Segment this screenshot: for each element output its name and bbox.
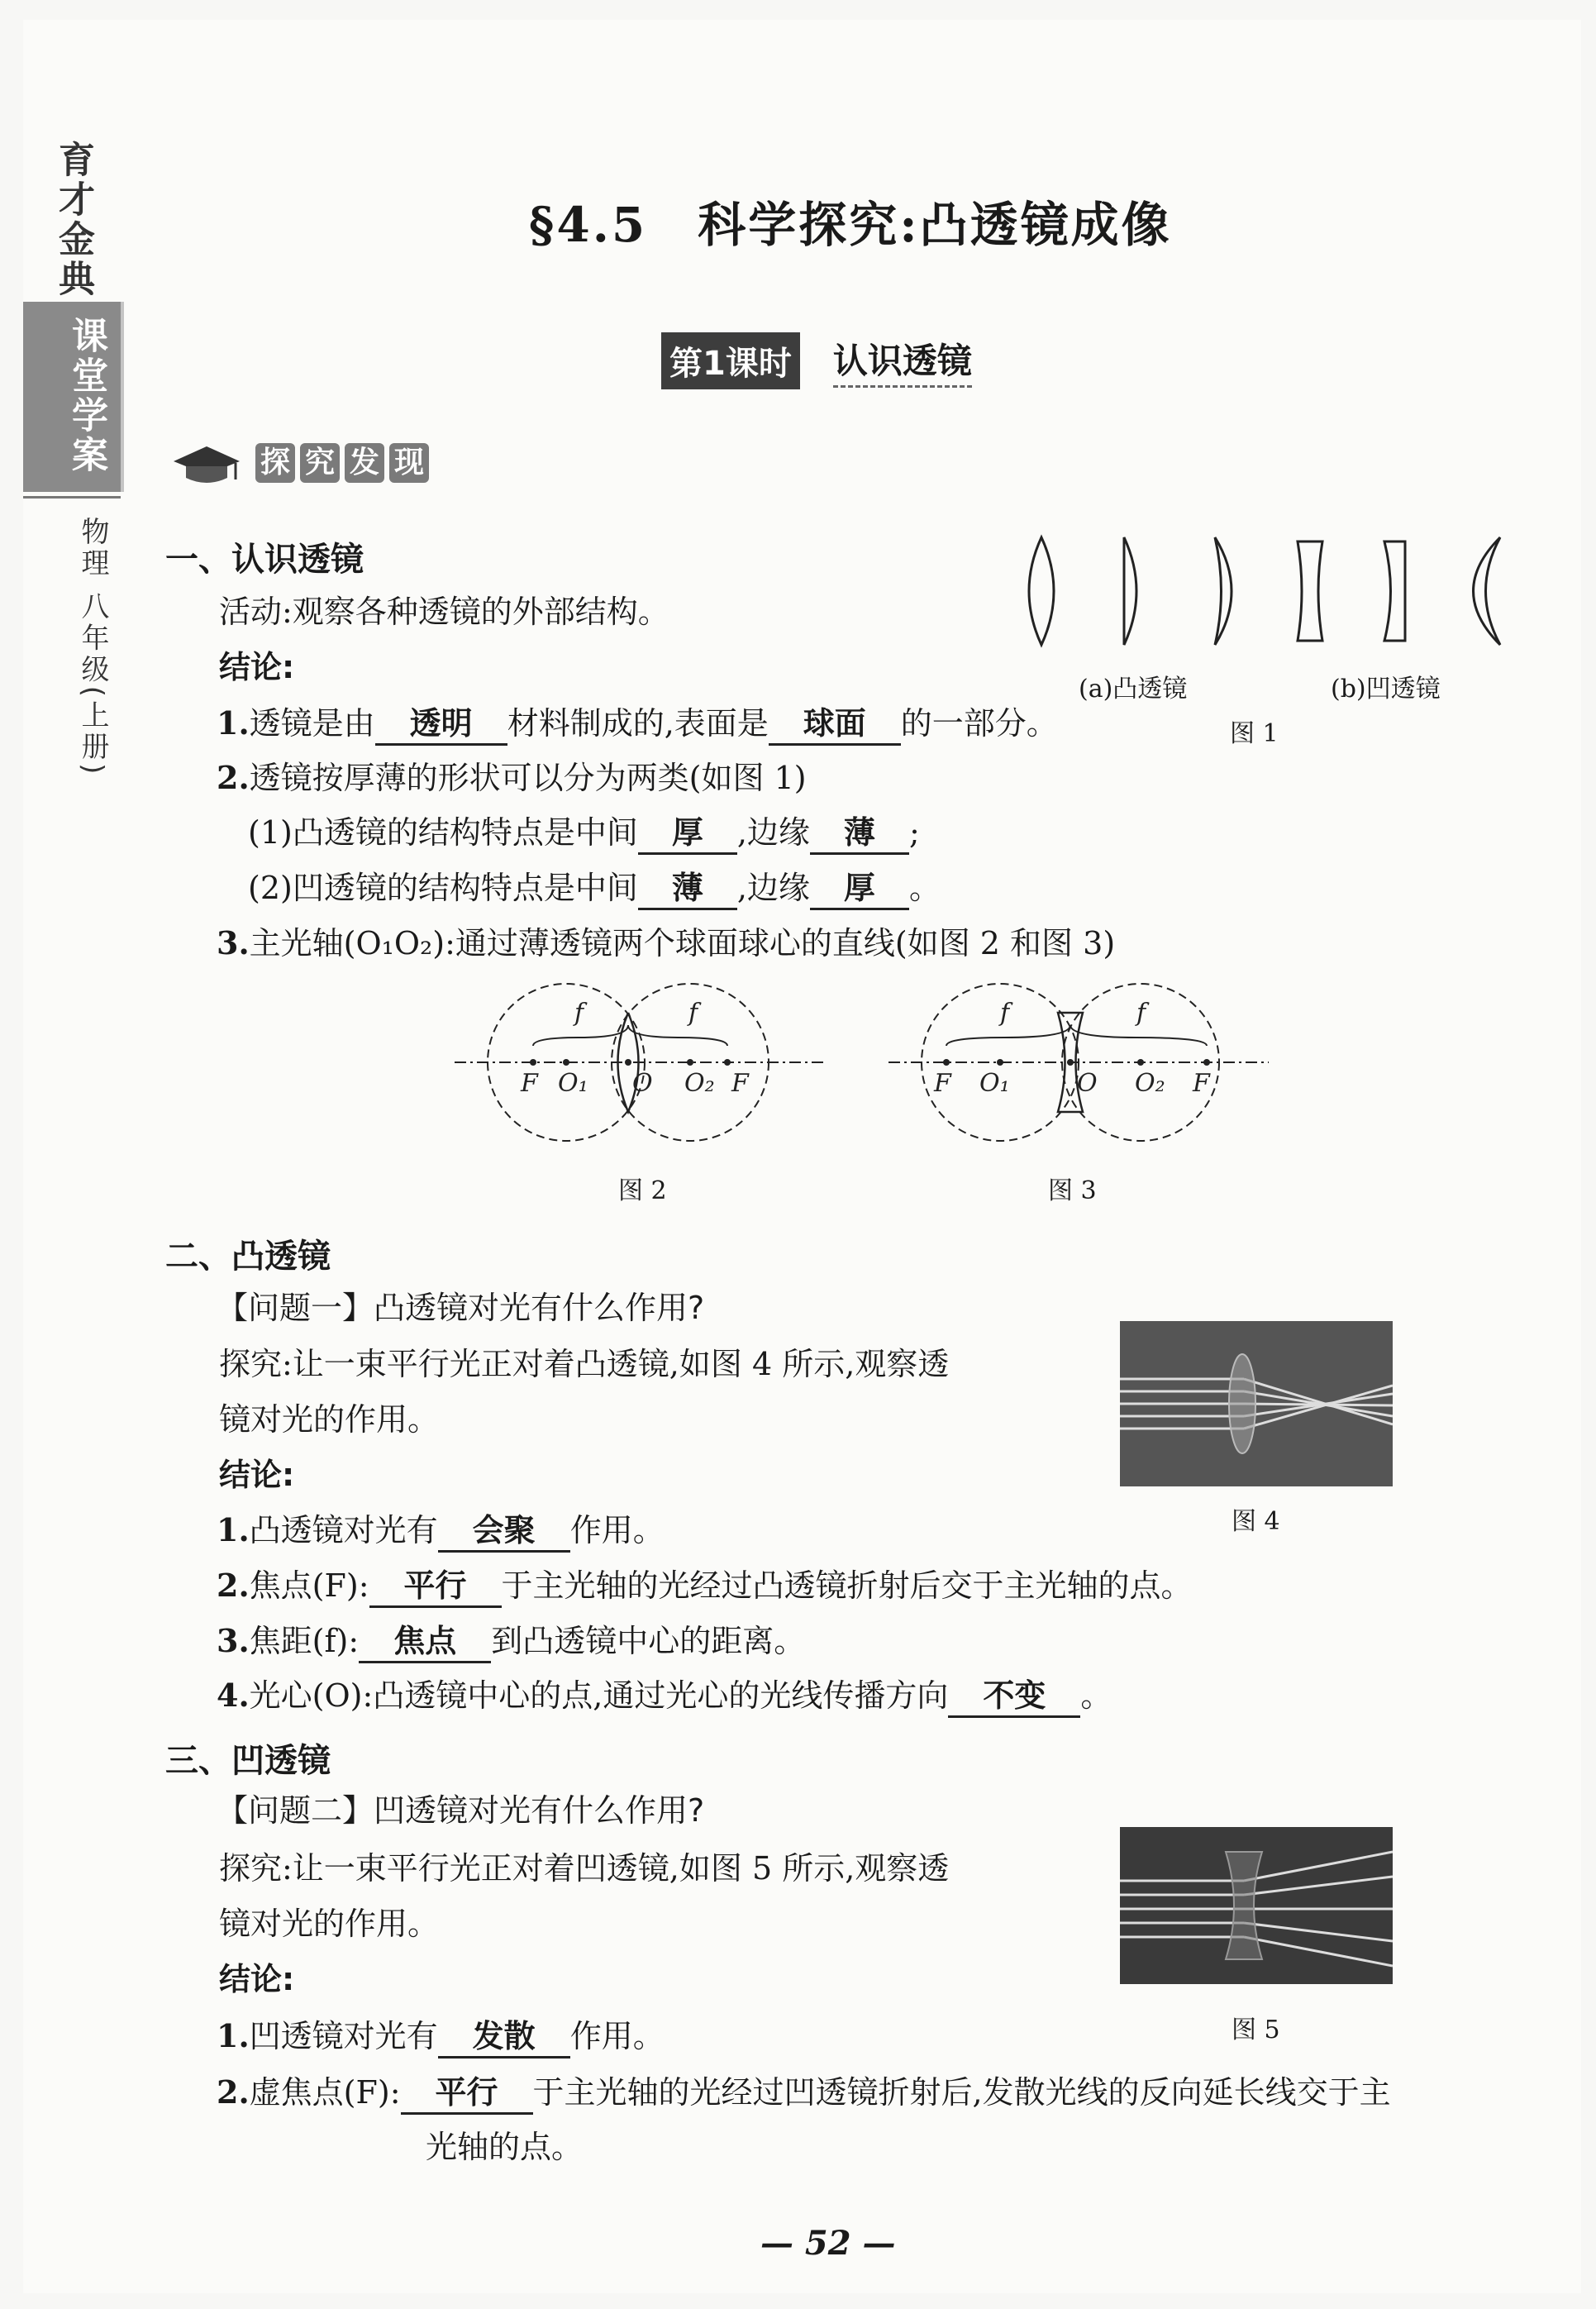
fig5-caption: 图 5 bbox=[1232, 2016, 1280, 2044]
fig2-O2: O₂ bbox=[684, 1069, 715, 1098]
fig3-O: O bbox=[1077, 1069, 1098, 1098]
part1-item3: 3.主光轴(O₁O₂):通过薄透镜两个球面球心的直线(如图 2 和图 3) bbox=[217, 924, 1116, 961]
brand-label: 育才金典 bbox=[52, 141, 94, 299]
page-number: — 52 — bbox=[760, 2224, 896, 2263]
explore-header bbox=[169, 438, 429, 488]
lesson-header bbox=[661, 332, 972, 389]
part3-question: 【问题二】凹透镜对光有什么作用? bbox=[217, 1792, 705, 1829]
fig3-f2: f bbox=[1136, 999, 1146, 1028]
fig2-caption: 图 2 bbox=[618, 1176, 667, 1205]
part2-question: 【问题一】凸透镜对光有什么作用? bbox=[217, 1290, 705, 1326]
fig2-f2: f bbox=[688, 999, 698, 1028]
fig1-caption: 图 1 bbox=[1230, 719, 1279, 748]
part1-item2: 2.透镜按厚薄的形状可以分为两类(如图 1) bbox=[217, 759, 807, 796]
part1-item1: 1.透镜是由 透明 材料制成的,表面是 球面 的一部分。 bbox=[217, 704, 1058, 746]
part2-explore-2: 镜对光的作用。 bbox=[219, 1401, 440, 1438]
fig4-caption: 图 4 bbox=[1232, 1507, 1280, 1536]
series-label: 课堂学案 bbox=[65, 317, 107, 475]
fig3-caption: 图 3 bbox=[1048, 1176, 1097, 1205]
part1-conclusion: 结论: bbox=[219, 649, 295, 685]
lesson-name: 认识透镜 bbox=[833, 334, 972, 388]
figure-2-convex-axis bbox=[455, 976, 835, 1149]
part3-explore-2: 镜对光的作用。 bbox=[219, 1906, 440, 1942]
fig3-O1: O₁ bbox=[979, 1069, 1010, 1098]
figure-1-lenses bbox=[1017, 521, 1529, 661]
part3-conclusion: 结论: bbox=[219, 1961, 295, 1997]
figure-4-photo bbox=[1120, 1321, 1393, 1486]
fig1-label-b: (b)凹透镜 bbox=[1331, 675, 1441, 704]
fig2-F2: F bbox=[731, 1069, 749, 1098]
fig3-O2: O₂ bbox=[1135, 1069, 1165, 1098]
figure-5-photo bbox=[1120, 1827, 1393, 1984]
part1-activity: 活动:观察各种透镜的外部结构。 bbox=[219, 594, 669, 630]
part2-item2: 2.焦点(F): 平行 于主光轴的光经过凸透镜折射后交于主光轴的点。 bbox=[217, 1567, 1193, 1608]
part2-heading: 二、凸透镜 bbox=[165, 1238, 331, 1276]
fig3-f1: f bbox=[1000, 999, 1010, 1028]
explore-char: 究 bbox=[300, 443, 340, 483]
fig2-O: O bbox=[632, 1069, 653, 1098]
explore-char: 发 bbox=[345, 443, 384, 483]
graduation-cap-icon bbox=[169, 438, 244, 488]
part3-item1: 1.凹透镜对光有 发散 作用。 bbox=[217, 2017, 665, 2059]
subject-label: 物理 八年级(上册) bbox=[76, 517, 109, 778]
part2-item3: 3.焦距(f): 焦点 到凸透镜中心的距离。 bbox=[217, 1622, 805, 1663]
lesson-tag: 第1课时 bbox=[661, 332, 800, 389]
fig3-F: F bbox=[934, 1069, 951, 1098]
figure-3-concave-axis bbox=[889, 976, 1277, 1149]
part2-item1: 1.凸透镜对光有 会聚 作用。 bbox=[217, 1511, 665, 1553]
fig1-label-a: (a)凸透镜 bbox=[1079, 675, 1188, 704]
sidebar-divider bbox=[23, 496, 121, 499]
part3-item2-cont: 光轴的点。 bbox=[426, 2129, 584, 2165]
part3-item2: 2.虚焦点(F): 平行 于主光轴的光经过凹透镜折射后,发散光线的反向延长线交于主 bbox=[217, 2073, 1391, 2115]
section-title: §4.5 科学探究:凸透镜成像 bbox=[529, 197, 1172, 253]
series-box bbox=[23, 302, 124, 492]
part2-explore-1: 探究:让一束平行光正对着凸透镜,如图 4 所示,观察透 bbox=[219, 1346, 950, 1382]
part3-heading: 三、凹透镜 bbox=[165, 1742, 331, 1780]
part2-item4: 4.光心(O):凸透镜中心的点,通过光心的光线传播方向 不变 。 bbox=[217, 1677, 1112, 1718]
fig3-F2: F bbox=[1193, 1069, 1210, 1098]
part3-explore-1: 探究:让一束平行光正对着凹透镜,如图 5 所示,观察透 bbox=[219, 1850, 950, 1887]
explore-char: 探 bbox=[255, 443, 295, 483]
explore-label bbox=[255, 443, 429, 483]
explore-char: 现 bbox=[389, 443, 429, 483]
part1-item2b: (2)凹透镜的结构特点是中间 薄 ,边缘 厚 。 bbox=[248, 870, 941, 910]
fig2-f1: f bbox=[574, 999, 584, 1028]
part2-conclusion: 结论: bbox=[219, 1457, 295, 1493]
part1-item2a: (1)凸透镜的结构特点是中间 厚 ,边缘 薄 ; bbox=[248, 814, 920, 855]
part1-heading: 一、认识透镜 bbox=[165, 541, 364, 579]
fig2-O1: O₁ bbox=[558, 1069, 588, 1098]
fig2-F: F bbox=[521, 1069, 538, 1098]
